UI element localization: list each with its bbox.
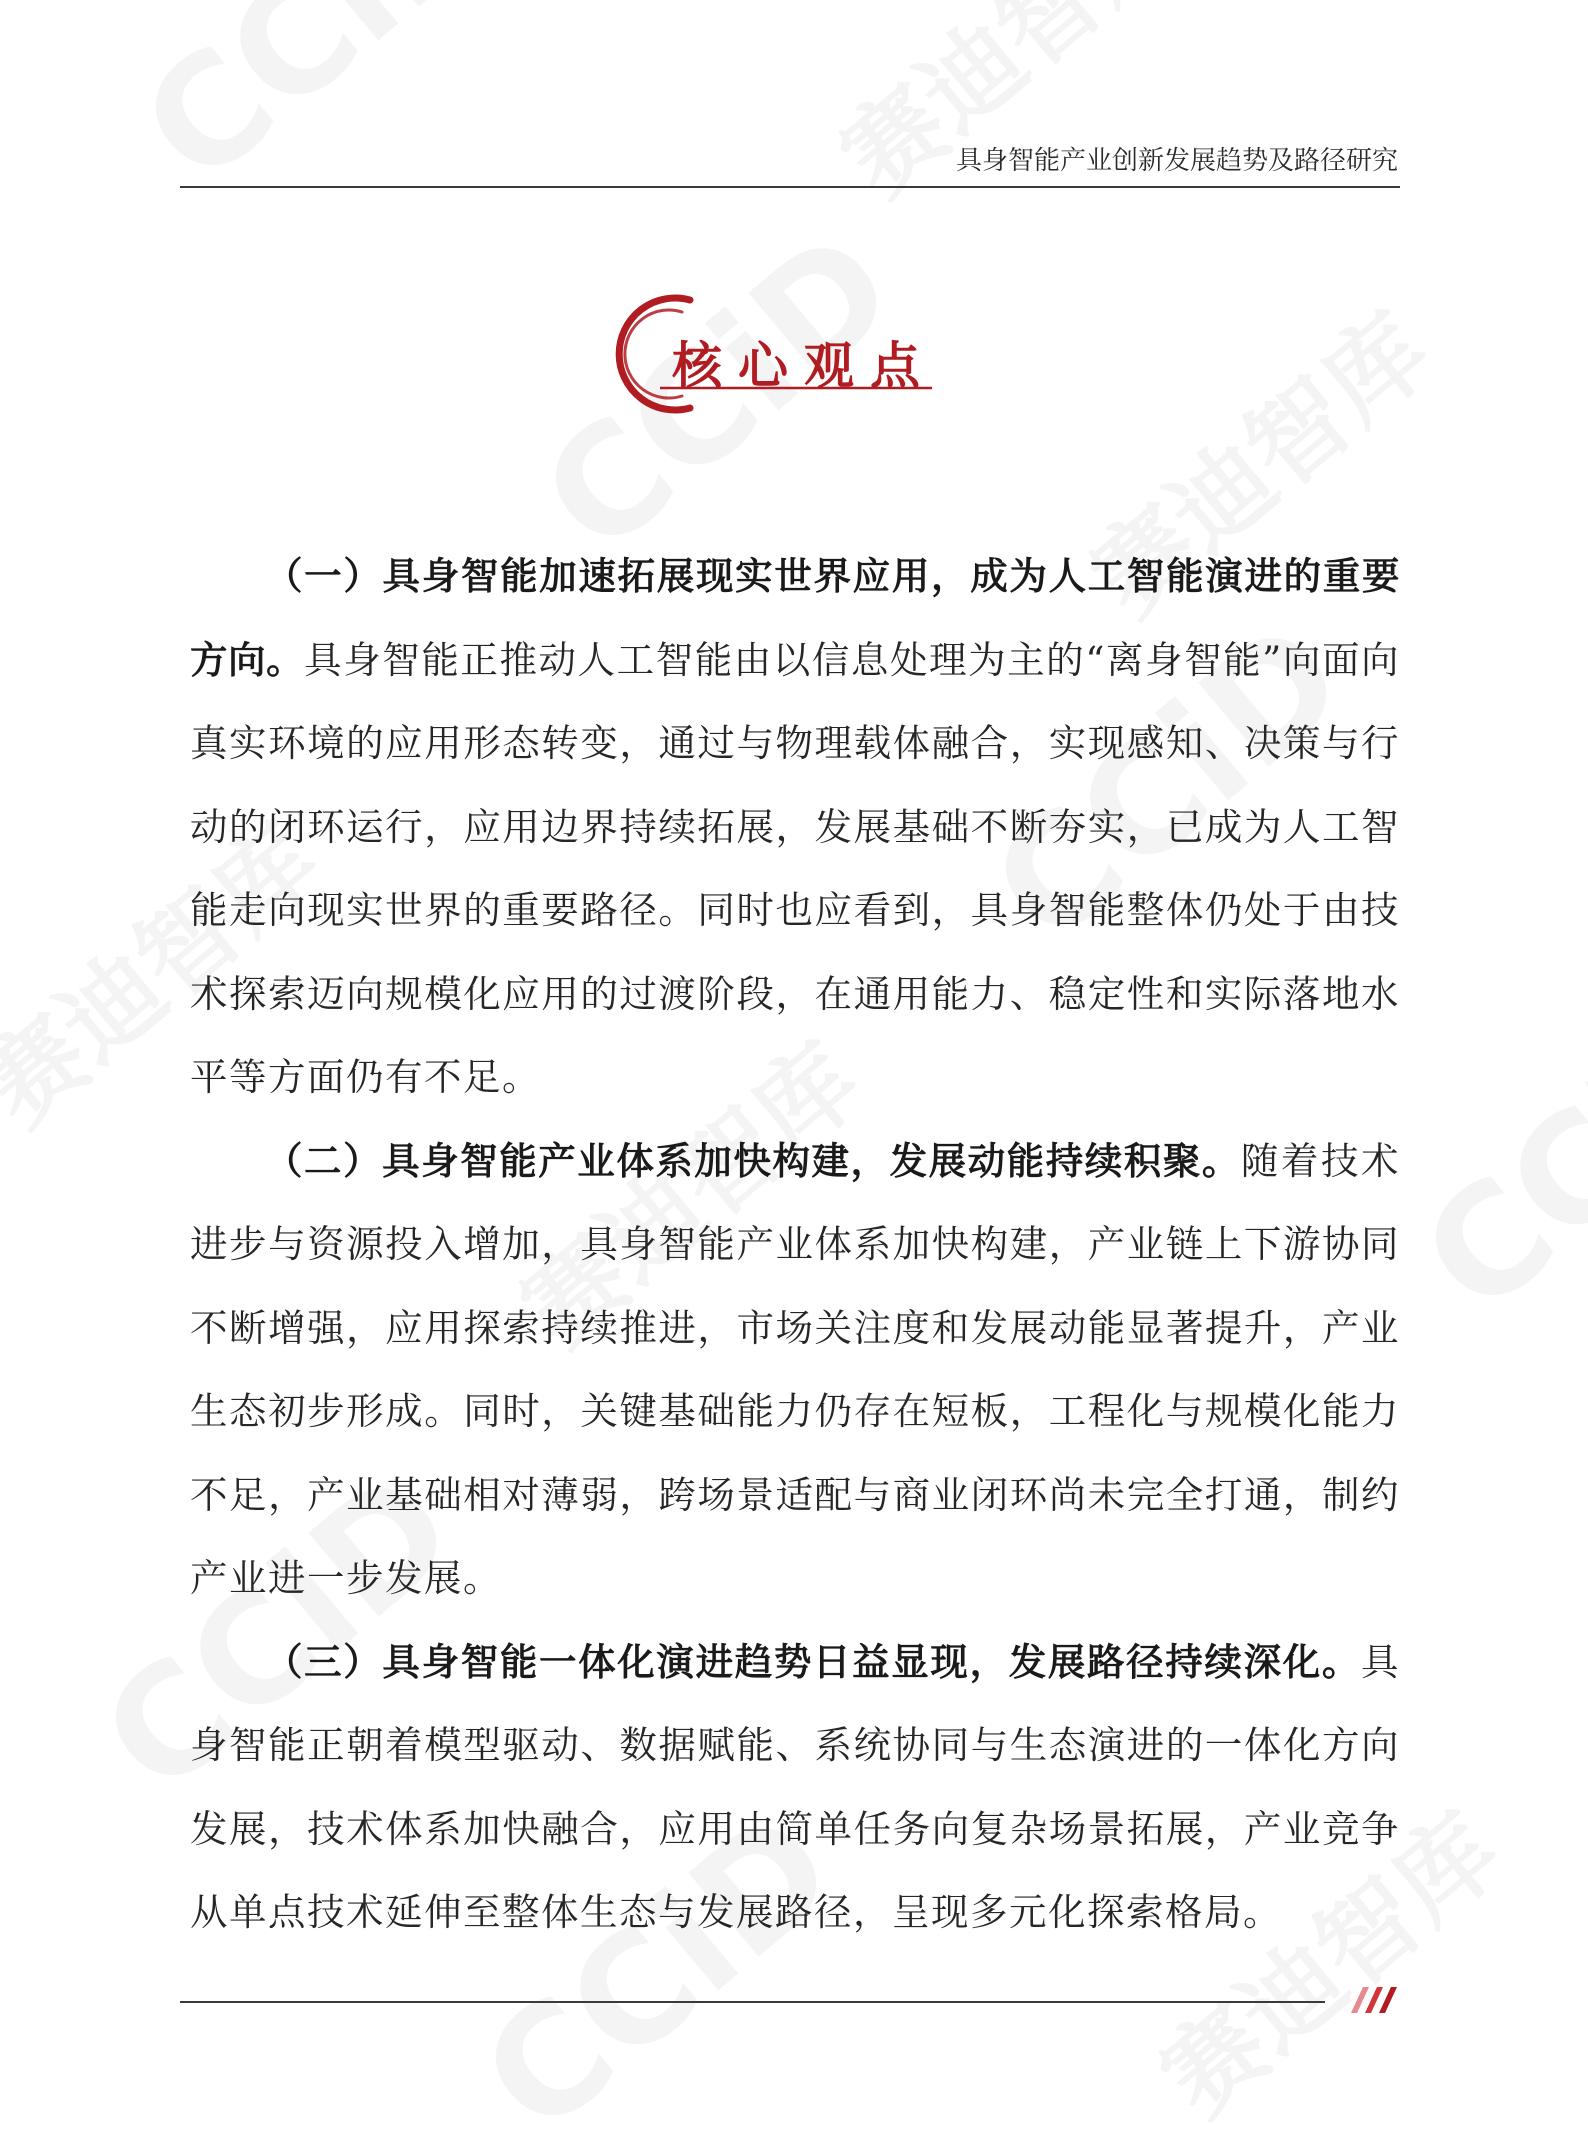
running-header-title: 具身智能产业创新发展趋势及路径研究 (955, 146, 1398, 176)
paragraph-2-text: 随着技术进步与资源投入增加，具身智能产业体系加快构建，产业链上下游协同不断增强，应用探索持续推进，市场关注度和发展动能显著提升，产业生态初步形成。同时，关键基础能力仍存在短板，工程化与规模化能力不足，产业基础相对薄弱，跨场景适配与商业闭环尚未完全打通，制约产业进一步发展。 (190, 1138, 1400, 1600)
footer-slash-ornament (1343, 1983, 1405, 2017)
paragraph-3 (190, 1621, 1400, 1955)
paragraph-1 (190, 535, 1400, 1120)
paragraph-1-text: 具身智能正推动人工智能由以信息处理为主的“离身智能”向面向真实环境的应用形态转变，通过与物理载体融合，实现感知、决策与行动的闭环运行，应用边界持续拓展，发展基础不断夯实，已成为人工智能走向现实世界的重要路径。同时也应看到，具身智能整体仍处于由技术探索迈向规模化应用的过渡阶段，在通用能力、稳定性和实际落地水平等方面仍有不足。 (190, 637, 1401, 1099)
paragraph-1-lead: （一）具身智能加速拓展现实世界应用，成为人工智能演进的重要方向。 (190, 554, 1400, 682)
footer-divider (180, 2001, 1325, 2003)
watermark-logo (111, 0, 526, 218)
paragraph-2 (190, 1120, 1400, 1621)
key-points-body (190, 535, 1400, 1955)
paragraph-3-lead: （三）具身智能一体化演进趋势日益显现，发展路径持续深化。 (265, 1639, 1361, 1684)
header-divider (180, 186, 1400, 188)
paragraph-2-lead: （二）具身智能产业体系加快构建，发展动能持续积聚。 (265, 1138, 1241, 1183)
watermark-logo (1391, 960, 1588, 1348)
section-title: 核心观点 (672, 337, 936, 395)
paragraph-3-text: 具身智能正朝着模型驱动、数据赋能、系统协同与生态演进的一体化方向发展，技术体系加快融合，应用由简单任务向复杂场景拓展，产业竞争从单点技术延伸至整体生态与发展路径，呈现多元化探索格局。 (190, 1639, 1400, 1934)
section-heading (600, 290, 940, 420)
